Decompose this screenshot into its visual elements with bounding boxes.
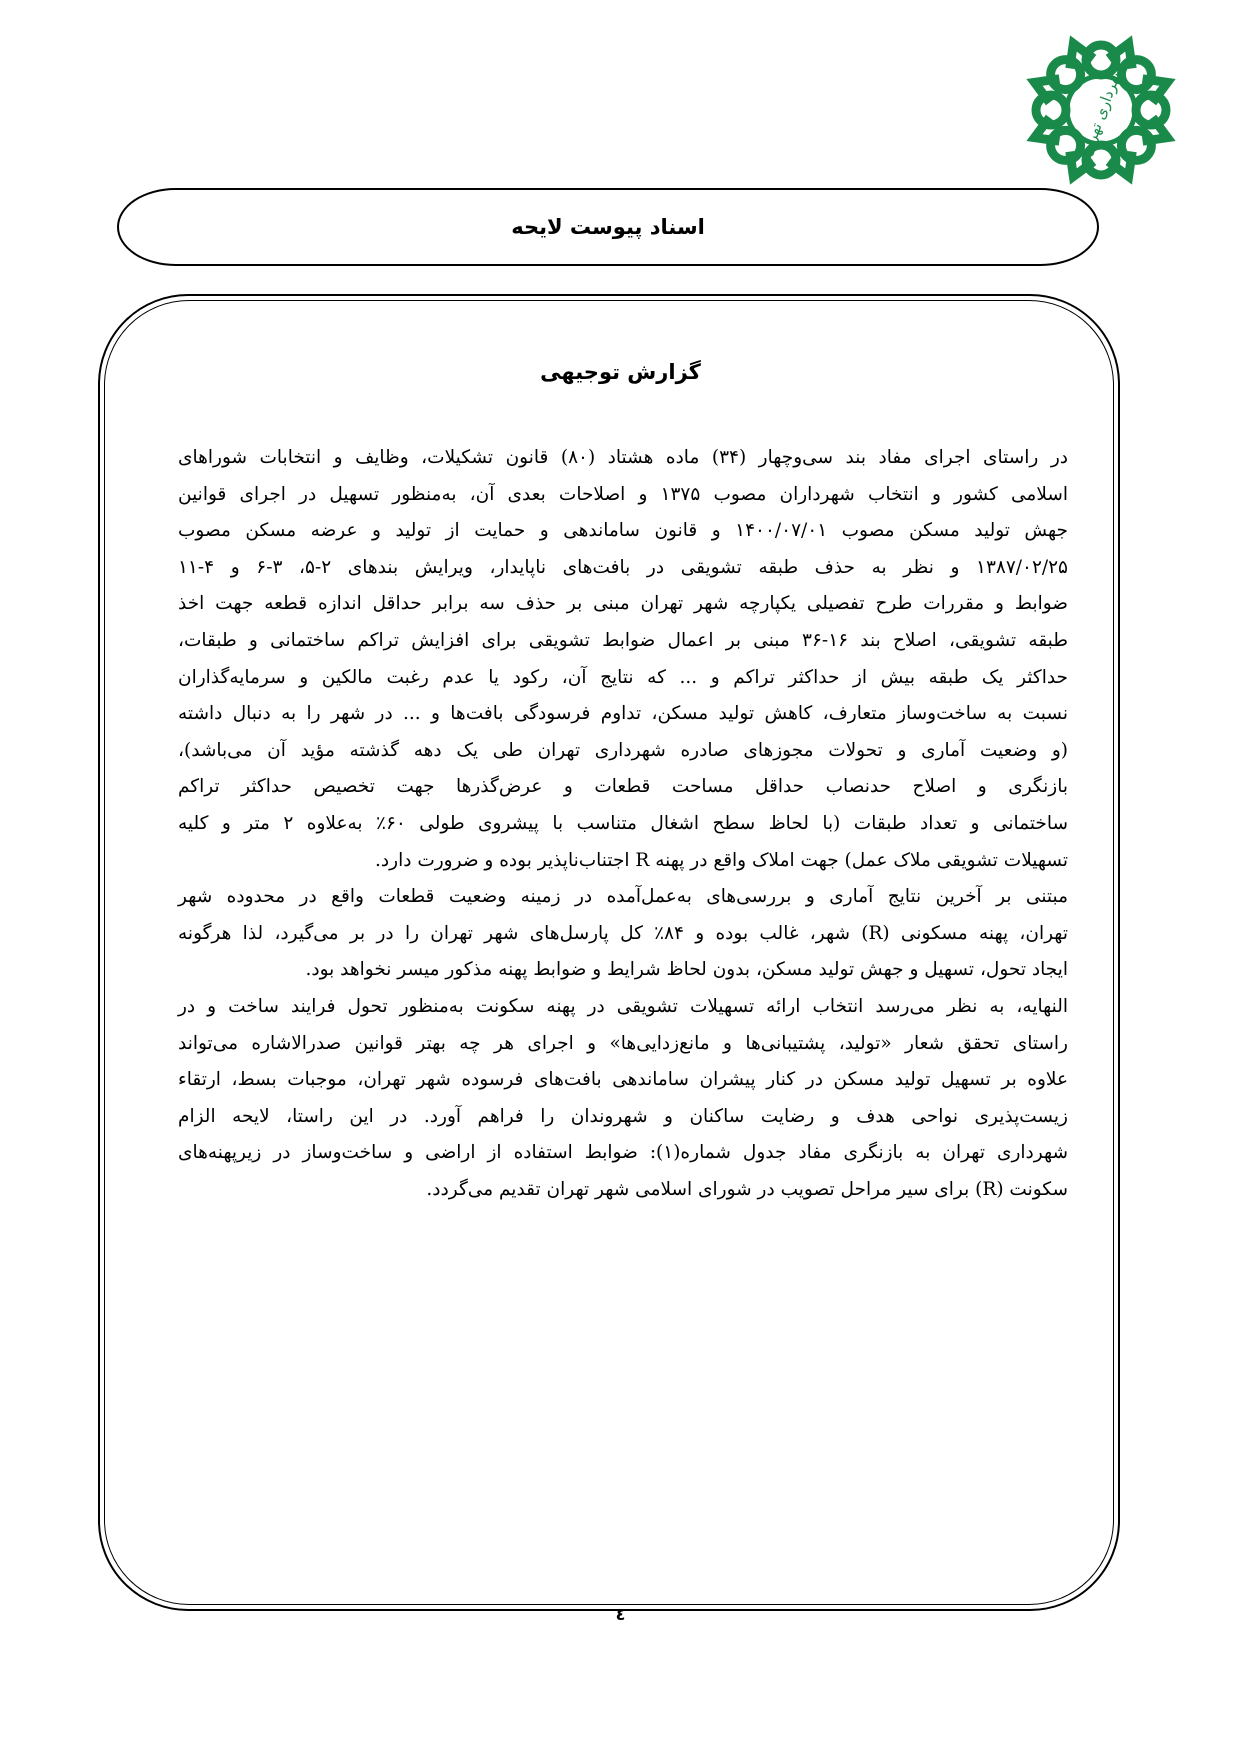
report-title: گزارش توجیهی [540, 360, 701, 384]
text-line: طبقه تشویقی، اصلاح بند ۱۶-۳۶ مبنی بر اعمال ضوابط تشویقی برای افزایش تراکم ساختمانی و طبقات، [178, 629, 1068, 651]
text-line: ساختمانی و تعداد طبقات (با لحاظ سطح اشغال متناسب با پیشروی طولی ۶۰٪ به‌علاوه ۲ متر و کلیه [178, 812, 1068, 834]
text-line: اسلامی کشور و انتخاب شهرداران مصوب ۱۳۷۵ و اصلاحات بعدی آن، به‌منظور تسهیل در اجرای قوانین [178, 483, 1068, 505]
report-body [178, 440, 1068, 1208]
text-line: راستای تحقق شعار «تولید، پشتیبانی‌ها و مانع‌زدایی‌ها» و اجرای هر چه بهتر قوانین صدرالاشاره می‌تواند [178, 1032, 1068, 1054]
text-line: ایجاد تحول، تسهیل و جهش تولید مسکن، بدون لحاظ شرایط و ضوابط پهنه مذکور میسر نخواهد بود. [305, 959, 1068, 981]
text-line: تسهیلات تشویقی ملاک عمل) جهت املاک واقع در پهنه R اجتناب‌ناپذیر بوده و ضرورت دارد. [375, 849, 1068, 871]
tehran-municipality-logo-icon [1023, 32, 1179, 188]
municipality-logo [1023, 32, 1179, 188]
text-line: مبتنی بر آخرین نتایج آماری و بررسی‌های به‌عمل‌آمده در زمینه وضعیت قطعات واقع در محدوده شهر [178, 886, 1068, 908]
text-line: شهرداری تهران به بازنگری مفاد جدول شماره(۱): ضوابط استفاده از اراضی و ساخت‌وساز در زیرپهنه‌های [178, 1142, 1068, 1164]
text-line: جهش تولید مسکن مصوب ۱۴۰۰/۰۷/۰۱ و قانون ساماندهی و حمایت از تولید و عرضه مسکن مصوب [178, 520, 1068, 542]
text-line: نسبت به ساخت‌وساز متعارف، کاهش تولید مسکن، تداوم فرسودگی بافت‌ها و ... در شهر را به دنبال داشته [178, 703, 1068, 725]
text-line: حداکثر یک طبقه بیش از حداکثر تراکم و ... که نتایج آن، رکود یا عدم رغبت مالکین و سرمایه‌گذاران [178, 666, 1068, 688]
logo-lettering: شهرداری تهران [1076, 61, 1127, 159]
text-line: النهایه، به نظر می‌رسد انتخاب ارائه تسهیلات تشویقی در پهنه سکونت به‌منظور تحول فرایند ساخت و در [178, 995, 1068, 1017]
paragraph-3 [178, 989, 1068, 1209]
text-line: زیست‌پذیری نواحی هدف و رضایت ساکنان و شهروندان را فراهم آورد. در این راستا، لایحه الزام [178, 1105, 1068, 1127]
text-line: ۱۳۸۷/۰۲/۲۵ و نظر به حذف طبقه تشویقی در بافت‌های ناپایدار، ویرایش بندهای ۲-۵، ۳-۶ و ۴-۱۱ [178, 556, 1068, 578]
page-number: ٤ [615, 1605, 626, 1624]
text-line: سکونت (R) برای سیر مراحل تصویب در شورای اسلامی شهر تهران تقدیم می‌گردد. [426, 1178, 1068, 1200]
text-line: تهران، پهنه مسکونی (R) شهر، غالب بوده و ۸۴٪ کل پارسل‌های شهر تهران را در بر می‌گیرد، لذا هرگونه [178, 922, 1068, 944]
text-line: علاوه بر تسهیل تولید مسکن در کنار پیشران ساماندهی بافت‌های فرسوده شهر تهران، موجبات بسط، ارتقاء [178, 1069, 1068, 1091]
text-line: در راستای اجرای مفاد بند سی‌وچهار (۳۴) ماده هشتاد (۸۰) قانون تشکیلات، وظایف و انتخابات شوراهای [178, 447, 1068, 468]
text-line: بازنگری و اصلاح حدنصاب حداقل مساحت قطعات و عرض‌گذرها جهت تخصیص حداکثر تراکم [178, 776, 1068, 798]
paragraph-2 [178, 879, 1068, 989]
text-line: (و وضعیت آماری و تحولات مجوزهای صادره شهرداری تهران طی یک دهه گذشته مؤید آن می‌باشد)، [178, 739, 1068, 761]
text-line: ضوابط و مقررات طرح تفصیلی یکپارچه شهر تهران مبنی بر حذف سه برابر حداقل اندازه قطعه جهت اخذ [178, 593, 1068, 615]
document-header-box [117, 188, 1099, 266]
document-header-title: اسناد پیوست لایحه [511, 215, 705, 239]
paragraph-1 [178, 440, 1068, 879]
